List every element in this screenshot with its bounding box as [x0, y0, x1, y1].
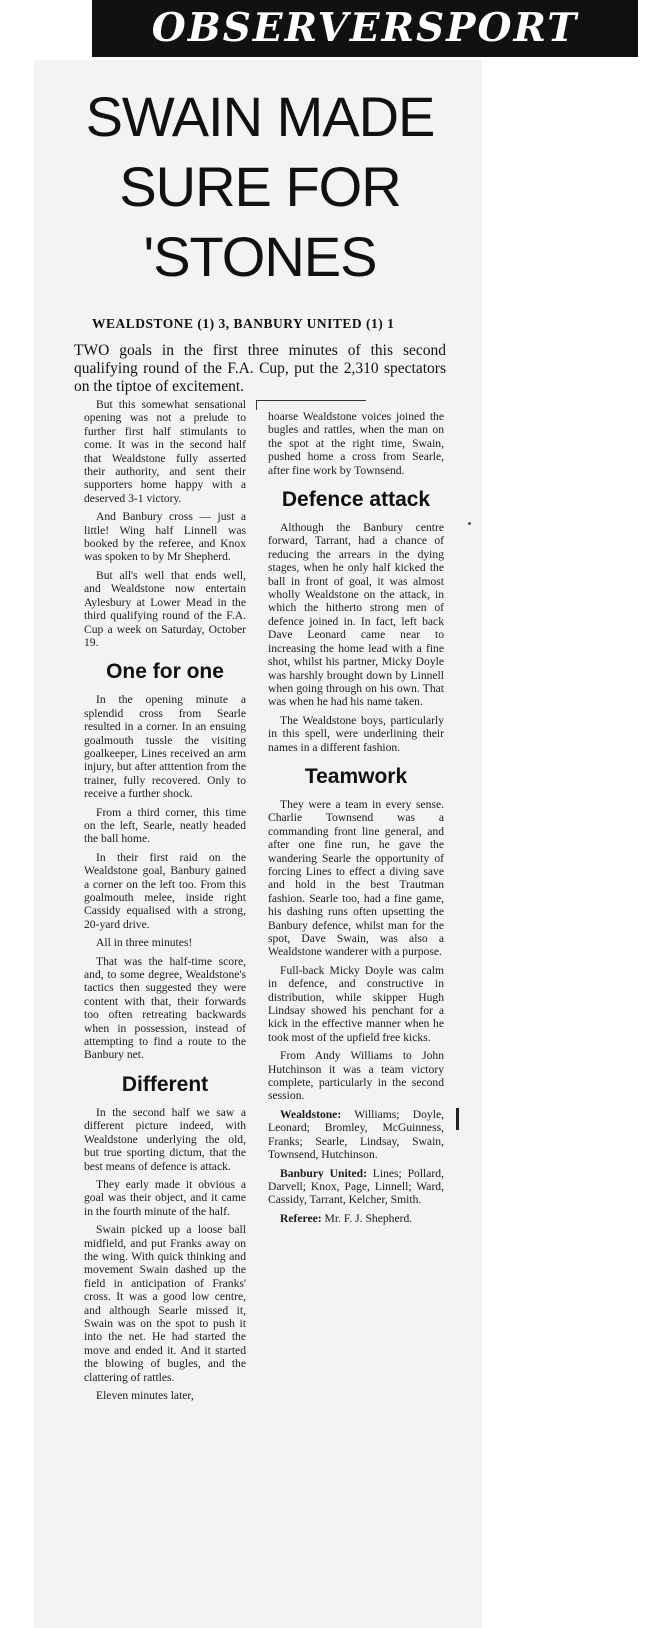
paragraph: In the opening minute a splendid cross from Searle resulted in a corner. In an ensuing goalmouth tussle the visiting goalkeeper, Lines received an arm injury, but after atttention from the trainer, fully recovered. Only to receive a further shock.	[84, 693, 246, 801]
lineup-label: Wealdstone:	[280, 1107, 342, 1121]
column-rule-corner	[256, 400, 257, 410]
paragraph: They were a team in every sense. Charlie Townsend was a commanding front line general, and after one fine run, he gave the wandering Searle the opportunity of forcing Lines to effect a diving save and hold in the best Trautman fashion. Searle too, had a fine game, his dashing runs often upsetting the Banbury defence, whilst man for the spot, Dave Swain, was also a Wealdstone wanderer with a purpose.	[268, 797, 444, 959]
headline-line-3: 'STONES	[143, 225, 377, 288]
paragraph: And Banbury cross — just a little! Wing half Linnell was booked by the referee, and Knox was spoken to by Mr Shepherd.	[84, 510, 246, 564]
headline	[50, 82, 470, 292]
paragraph: From Andy Williams to John Hutchinson it was a team victory complete, particularly in the second session.	[268, 1049, 444, 1103]
paragraph: They early made it obvious a goal was their object, and it came in the fourth minute of the half.	[84, 1177, 246, 1218]
paragraph: But this somewhat sensational opening was not a prelude to further first half stimulants to come. It was in the second half that Wealdstone fully asserted their authority, and sent their supporters home happy with a deserved 3-1 victory.	[84, 398, 246, 505]
subheading-teamwork: Teamwork	[304, 764, 408, 788]
paragraph: In the second half we saw a different picture indeed, with Wealdstone underlying the old, but true sporting dictum, that the best means of defence is attack.	[84, 1105, 246, 1173]
paragraph: Eleven minutes later,	[96, 1389, 194, 1402]
subheading-different: Different	[121, 1072, 209, 1096]
column-left	[84, 398, 246, 1407]
paragraph: All in three minutes!	[96, 936, 193, 950]
lineup-players: Williams; Doyle, Leonard; Bromley, McGuinness, Franks; Searle, Lindsay, Swain, Townsend, Hutchinson.	[268, 1107, 444, 1162]
paragraph: From a third corner, this time on the left, Searle, neatly headed the ball home.	[84, 805, 246, 846]
result-line: WEALDSTONE (1) 3, BANBURY UNITED (1) 1	[92, 316, 395, 331]
column-right	[268, 410, 444, 1230]
headline-line-2: SURE FOR	[119, 155, 401, 218]
paragraph: Although the Banbury centre forward, Tarrant, had a chance of reducing the arrears in the dying stages, when he only half kicked the ball in front of goal, it was almost wholly Wealdstone on the attack, in which the hitherto strong men of defence joined in. In fact, left back Dave Leonard came near to increasing the home lead with a fine shot, whilst his partner, Micky Doyle was harshly brought down by Linnell when going through on his own. That was when he had his name taken.	[268, 521, 444, 709]
lineup-banbury	[268, 1167, 444, 1207]
masthead: OBSERVERSPORT	[92, 0, 638, 57]
paragraph: hoarse Wealdstone voices joined the bugles and rattles, when the man on the spot at the right time, Swain, pushed home a cross from Searle, after fine work by Townsend.	[268, 410, 444, 477]
subheading-one-for-one: One for one	[106, 660, 224, 684]
column-rule	[256, 400, 366, 401]
paragraph: Swain picked up a loose ball midfield, and put Franks away on the wing. With quick thinking and movement Swain dashed up the field in anticipation of Franks' cross. It was a good low centre, and although Searle missed it, Swain was on the spot to push it into the net. He had started the move and ended it. And it started the blowing of bugles, and the clattering of rattles.	[84, 1223, 246, 1384]
margin-dot	[468, 522, 471, 525]
referee-line	[268, 1212, 444, 1225]
paragraph: Full-back Micky Doyle was calm in defence, and constructive in distribution, while skipper Hugh Lindsay showed his penchant for a kick in the effective manner when he took most of the upfield free kicks.	[268, 963, 444, 1044]
paragraph: In their first raid on the Wealdstone goal, Banbury gained a corner on the left too. From this goalmouth melee, inside right Cassidy equalised with a strong, 20-yard drive.	[84, 850, 246, 931]
margin-mark	[456, 1108, 459, 1130]
headline-line-1: SWAIN MADE	[85, 85, 435, 148]
lineup-wealdstone	[268, 1108, 444, 1162]
referee-label: Referee:	[280, 1211, 322, 1225]
lineup-label: Banbury United:	[280, 1166, 367, 1180]
subheading-defence-attack: Defence attack	[281, 488, 431, 512]
paragraph: But all's well that ends well, and Wealdstone now entertain Aylesbury at Lower Mead in the third qualifying round of the F.A. Cup a week on Saturday, October 19.	[84, 568, 246, 649]
paragraph: That was the half-time score, and, to some degree, Wealdstone's tactics then suggested they were content with that, their forwards too often retreating backwards when in possession, instead of attempting to find a route to the Banbury net.	[84, 954, 246, 1062]
lineup-players: Lines; Pollard, Darvell; Knox, Page, Linnell; Ward, Cassidy, Tarrant, Kelcher, Smith.	[268, 1166, 444, 1207]
referee-name: Mr. F. J. Shepherd.	[324, 1211, 413, 1225]
standfirst: TWO goals in the first three minutes of this second qualifying round of the F.A. Cup, put the 2,310 spectators on the tiptoe of excitement.	[74, 342, 446, 395]
paragraph: The Wealdstone boys, particularly in this spell, were underlining their names in a different fashion.	[268, 713, 444, 754]
